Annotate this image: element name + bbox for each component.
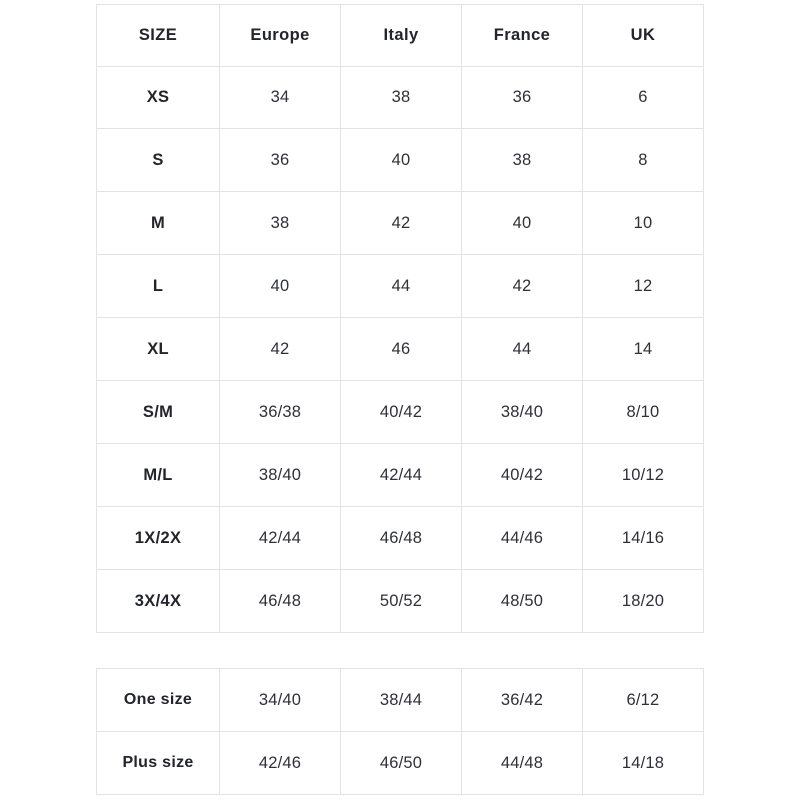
size-conversion-table-container bbox=[96, 4, 704, 633]
cell-italy: 50/52 bbox=[341, 570, 462, 633]
cell-size: L bbox=[97, 255, 220, 318]
table-row bbox=[97, 444, 704, 507]
cell-uk: 14/16 bbox=[582, 507, 703, 570]
table-row bbox=[97, 669, 704, 732]
table-body bbox=[97, 669, 704, 795]
cell-size: Plus size bbox=[97, 732, 220, 795]
cell-uk: 8/10 bbox=[582, 381, 703, 444]
cell-europe: 42 bbox=[220, 318, 341, 381]
cell-europe: 40 bbox=[220, 255, 341, 318]
cell-size: M/L bbox=[97, 444, 220, 507]
column-header-uk: UK bbox=[582, 5, 703, 67]
column-header-france: France bbox=[462, 5, 583, 67]
table-row bbox=[97, 732, 704, 795]
cell-size: One size bbox=[97, 669, 220, 732]
cell-france: 40 bbox=[462, 192, 583, 255]
cell-italy: 46/50 bbox=[341, 732, 462, 795]
cell-uk: 10 bbox=[582, 192, 703, 255]
cell-france: 44/48 bbox=[462, 732, 583, 795]
cell-size: XL bbox=[97, 318, 220, 381]
cell-europe: 36/38 bbox=[220, 381, 341, 444]
one-size-table-container bbox=[96, 668, 704, 795]
cell-europe: 42/44 bbox=[220, 507, 341, 570]
table-body bbox=[97, 67, 704, 633]
column-header-italy: Italy bbox=[341, 5, 462, 67]
cell-size: 3X/4X bbox=[97, 570, 220, 633]
table-row bbox=[97, 318, 704, 381]
cell-europe: 42/46 bbox=[220, 732, 341, 795]
cell-europe: 34 bbox=[220, 67, 341, 129]
cell-france: 48/50 bbox=[462, 570, 583, 633]
one-size-table bbox=[96, 668, 704, 795]
table-row bbox=[97, 507, 704, 570]
cell-uk: 10/12 bbox=[582, 444, 703, 507]
cell-europe: 46/48 bbox=[220, 570, 341, 633]
table-row bbox=[97, 381, 704, 444]
cell-france: 42 bbox=[462, 255, 583, 318]
column-header-europe: Europe bbox=[220, 5, 341, 67]
cell-size: M bbox=[97, 192, 220, 255]
cell-italy: 46 bbox=[341, 318, 462, 381]
table-row bbox=[97, 570, 704, 633]
cell-france: 40/42 bbox=[462, 444, 583, 507]
cell-uk: 14/18 bbox=[582, 732, 703, 795]
cell-size: XS bbox=[97, 67, 220, 129]
cell-italy: 38/44 bbox=[341, 669, 462, 732]
cell-uk: 6/12 bbox=[582, 669, 703, 732]
cell-france: 38 bbox=[462, 129, 583, 192]
table-row bbox=[97, 67, 704, 129]
cell-italy: 40/42 bbox=[341, 381, 462, 444]
column-header-size: SIZE bbox=[97, 5, 220, 67]
cell-italy: 40 bbox=[341, 129, 462, 192]
cell-france: 36 bbox=[462, 67, 583, 129]
table-header bbox=[97, 5, 704, 67]
table-row bbox=[97, 255, 704, 318]
cell-italy: 46/48 bbox=[341, 507, 462, 570]
cell-italy: 42/44 bbox=[341, 444, 462, 507]
cell-italy: 38 bbox=[341, 67, 462, 129]
table-header-row bbox=[97, 5, 704, 67]
cell-size: S bbox=[97, 129, 220, 192]
cell-france: 36/42 bbox=[462, 669, 583, 732]
cell-europe: 38 bbox=[220, 192, 341, 255]
table-row bbox=[97, 129, 704, 192]
cell-size: 1X/2X bbox=[97, 507, 220, 570]
size-conversion-table bbox=[96, 4, 704, 633]
cell-france: 38/40 bbox=[462, 381, 583, 444]
cell-europe: 38/40 bbox=[220, 444, 341, 507]
cell-italy: 42 bbox=[341, 192, 462, 255]
table-row bbox=[97, 192, 704, 255]
cell-europe: 36 bbox=[220, 129, 341, 192]
cell-uk: 12 bbox=[582, 255, 703, 318]
cell-size: S/M bbox=[97, 381, 220, 444]
cell-europe: 34/40 bbox=[220, 669, 341, 732]
cell-uk: 6 bbox=[582, 67, 703, 129]
cell-uk: 14 bbox=[582, 318, 703, 381]
cell-italy: 44 bbox=[341, 255, 462, 318]
cell-uk: 8 bbox=[582, 129, 703, 192]
cell-france: 44 bbox=[462, 318, 583, 381]
cell-france: 44/46 bbox=[462, 507, 583, 570]
cell-uk: 18/20 bbox=[582, 570, 703, 633]
